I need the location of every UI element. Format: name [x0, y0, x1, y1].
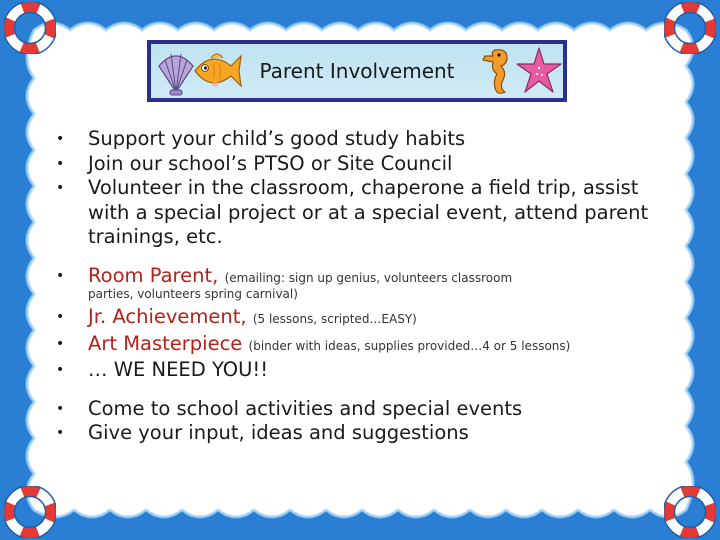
bullet-text-jr-achievement	[88, 305, 676, 332]
spacer	[56, 383, 676, 397]
title-banner-panel	[151, 44, 563, 98]
highlight-text: Room Parent,	[88, 263, 219, 287]
list-item	[56, 305, 676, 332]
bullet-text: Join our school’s PTSO or Site Council	[88, 151, 453, 175]
bullet-list	[56, 127, 676, 446]
life-ring-icon	[4, 2, 56, 54]
bullet-icon: •	[56, 180, 65, 196]
bullet-icon: •	[56, 309, 65, 325]
note-text: (binder with ideas, supplies provided…4 or 5 lessons)	[248, 338, 571, 353]
spacer	[56, 250, 676, 264]
note-continuation: parties, volunteers spring carnival)	[88, 287, 298, 301]
bullet-icon: •	[56, 425, 65, 441]
bullet-icon: •	[56, 362, 65, 378]
bullet-text: Give your input, ideas and suggestions	[88, 421, 469, 444]
highlight-text: Art Masterpiece	[88, 331, 243, 355]
bullet-text: Support your child’s good study habits	[88, 127, 466, 150]
list-item	[56, 332, 676, 359]
bullet-icon: •	[56, 131, 65, 147]
bullet-text: … WE NEED YOU!!	[88, 358, 269, 381]
list-item	[56, 152, 676, 177]
bullet-text: Come to school activities and special events	[88, 396, 523, 420]
list-item	[56, 176, 676, 250]
bullet-text: Volunteer in the classroom, chaperone a field trip, assist with a special project or at a special event, attend parent trainings, etc.	[88, 176, 649, 248]
title-banner	[147, 40, 567, 102]
life-ring-icon	[664, 486, 716, 538]
bullet-text-art-masterpiece	[88, 332, 676, 359]
note-text: (emailing: sign up genius, volunteers classroom	[224, 270, 513, 285]
note-text: (5 lessons, scripted…EASY)	[252, 312, 417, 326]
bullet-icon: •	[56, 400, 65, 417]
page-title: Parent Involvement	[259, 59, 455, 83]
bullet-icon: •	[56, 155, 65, 172]
highlight-text: Jr. Achievement,	[88, 305, 247, 328]
life-ring-icon	[4, 486, 56, 538]
life-ring-icon	[664, 2, 716, 54]
list-item	[56, 358, 676, 383]
bullet-icon: •	[56, 267, 65, 284]
list-item	[56, 421, 676, 446]
bullet-icon: •	[56, 335, 65, 352]
list-item	[56, 127, 676, 152]
list-item	[56, 397, 676, 422]
